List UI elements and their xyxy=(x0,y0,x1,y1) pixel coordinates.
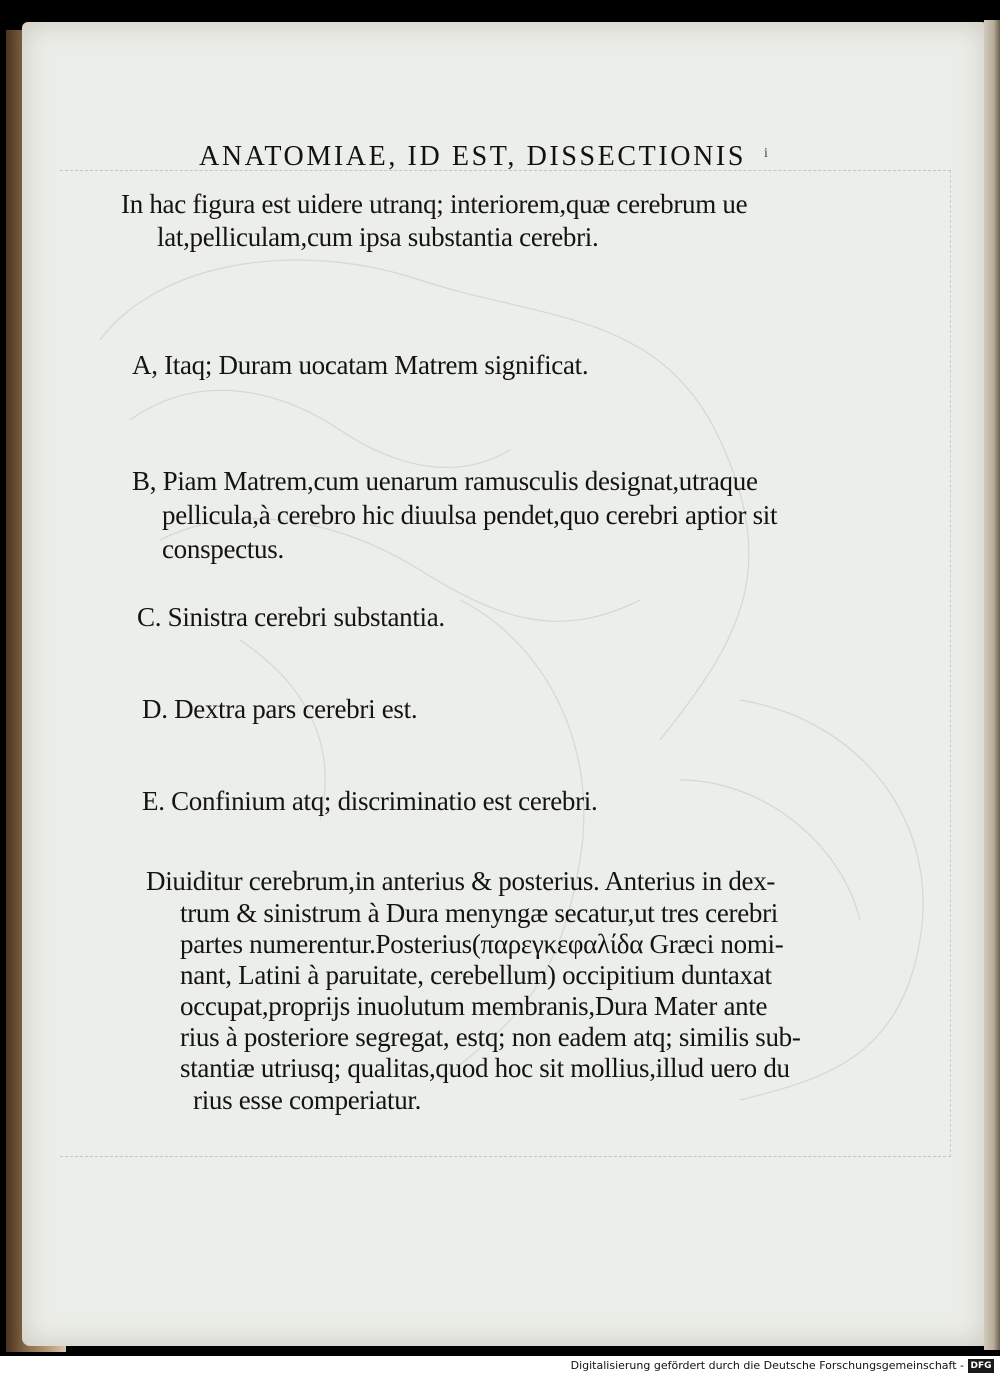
paragraph-line-1: Diuiditur cerebrum,in anterius & posterius. Anterius in dex- xyxy=(146,866,776,896)
paragraph-line-8: rius esse comperiatur. xyxy=(193,1085,422,1115)
dfg-logo: DFG xyxy=(968,1359,994,1373)
book-edge-right xyxy=(984,20,1000,1350)
folio-mark: i xyxy=(764,146,768,161)
paragraph-line-3: partes numerentur.Posterius(παρεγκεφαλίδα Græci nomi- xyxy=(180,929,784,959)
digitization-footer xyxy=(0,1356,1000,1377)
item-b-line-3: conspectus. xyxy=(162,534,284,564)
paragraph-line-7: stantiæ utriusq; qualitas,quod hoc sit mollius,illud uero du xyxy=(180,1053,790,1083)
paragraph-line-2: trum & sinistrum à Dura menyngæ secatur,ut tres cerebri xyxy=(180,898,779,928)
item-b-line-1: B, Piam Matrem,cum uenarum ramusculis designat,utraque xyxy=(132,466,758,496)
paragraph-line-5: occupat,proprijs inuolutum membranis,Dura Mater ante xyxy=(180,991,768,1021)
item-c: C. Sinistra cerebri substantia. xyxy=(137,602,445,632)
intro-line-2: lat,pelliculam,cum ipsa substantia cerebri. xyxy=(157,222,599,252)
running-head: ANATOMIAE, ID EST, DISSECTIONIS xyxy=(199,141,747,172)
footer-credit: Digitalisierung gefördert durch die Deutsche Forschungsgemeinschaft - xyxy=(570,1359,964,1372)
paragraph-line-6: rius à posteriore segregat, estq; non eadem atq; similis sub- xyxy=(180,1022,801,1052)
intro-line-1: In hac figura est uidere utranq; interiorem,quæ cerebrum ue xyxy=(121,189,748,219)
item-b-line-2: pellicula,à cerebro hic diuulsa pendet,quo cerebri aptior sit xyxy=(162,500,778,530)
paragraph-line-4: nant, Latini à paruitate, cerebellum) occipitium duntaxat xyxy=(180,960,772,990)
item-a: A, Itaq; Duram uocatam Matrem significat. xyxy=(132,350,589,380)
item-d: D. Dextra pars cerebri est. xyxy=(142,694,418,724)
item-e: E. Confinium atq; discriminatio est cerebri. xyxy=(142,786,598,816)
